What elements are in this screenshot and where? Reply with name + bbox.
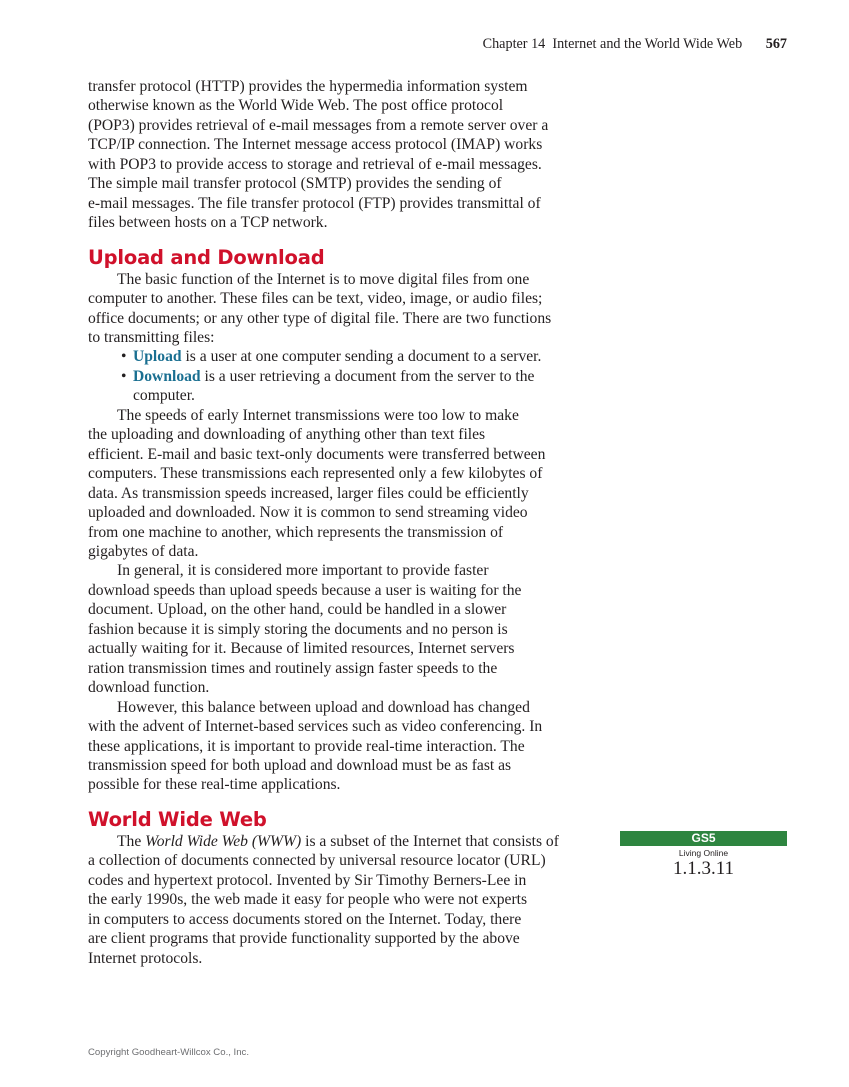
text-line: transmission speed for both upload and download must be as fast as bbox=[88, 756, 512, 774]
text-line: in computers to access documents stored on the Internet. Today, there bbox=[88, 910, 522, 928]
upload-paragraph-3 bbox=[88, 561, 598, 697]
text-line: Internet protocols. bbox=[88, 949, 203, 967]
text-line: fashion because it is simply storing the documents and no person is bbox=[88, 620, 508, 638]
text-line: actually waiting for it. Because of limited resources, Internet servers bbox=[88, 640, 515, 658]
section-heading-world-wide-web: World Wide Web bbox=[88, 807, 267, 831]
bullet-icon: • bbox=[121, 367, 127, 385]
text-line: In general, it is considered more important to provide faster bbox=[117, 562, 489, 580]
text-line: possible for these real-time applications. bbox=[88, 776, 341, 794]
bullet-icon: • bbox=[121, 348, 127, 366]
chapter-title: Chapter 14 Internet and the World Wide Web bbox=[482, 36, 743, 52]
text-line: gigabytes of data. bbox=[88, 542, 199, 560]
text-line: are client programs that provide functionality supported by the above bbox=[88, 930, 520, 948]
upload-paragraph-1 bbox=[88, 270, 598, 348]
text-line: computer to another. These files can be text, video, image, or audio files; bbox=[88, 290, 543, 308]
intro-paragraph bbox=[88, 77, 598, 233]
text-line: efficient. E-mail and basic text-only documents were transferred between bbox=[88, 445, 546, 463]
main-column bbox=[88, 77, 598, 968]
page-number: 567 bbox=[765, 36, 787, 52]
text-line: codes and hypertext protocol. Invented by Sir Timothy Berners-Lee in bbox=[88, 871, 527, 889]
text-line: (POP3) provides retrieval of e-mail messages from a remote server over a bbox=[88, 116, 549, 134]
text-fragment: The bbox=[117, 832, 146, 850]
term-world-wide-web: World Wide Web (WWW) bbox=[145, 832, 302, 850]
text-line: download function. bbox=[88, 679, 210, 697]
term-download: Download bbox=[133, 367, 201, 385]
standard-code: 1.1.3.11 bbox=[672, 858, 735, 879]
text-line: uploaded and downloaded. Now it is common to send streaming video bbox=[88, 504, 528, 522]
text-line: e-mail messages. The file transfer protocol (FTP) provides transmittal of bbox=[88, 194, 541, 212]
text-line: a collection of documents connected by universal resource locator (URL) bbox=[88, 852, 546, 870]
text-line: the early 1990s, the web made it easy for people who were not experts bbox=[88, 891, 528, 909]
standard-caption: Living Online bbox=[678, 848, 729, 858]
transfer-functions-list bbox=[88, 347, 598, 405]
text-line: with the advent of Internet-based services such as video conferencing. In bbox=[88, 718, 543, 736]
text-line: data. As transmission speeds increased, larger files could be efficiently bbox=[88, 484, 529, 502]
text-line: TCP/IP connection. The Internet message access protocol (IMAP) works bbox=[88, 136, 543, 154]
text-line: computers. These transmissions each represented only a few kilobytes of bbox=[88, 465, 543, 483]
text-line: with POP3 to provide access to storage and retrieval of e-mail messages. bbox=[88, 155, 542, 173]
definition-text: is a user retrieving a document from the server to the bbox=[200, 367, 535, 385]
text-line: The speeds of early Internet transmissions were too low to make bbox=[117, 406, 519, 424]
text-line: office documents; or any other type of digital file. There are two functions bbox=[88, 309, 552, 327]
text-line: from one machine to another, which represents the transmission of bbox=[88, 523, 504, 541]
text-line: document. Upload, on the other hand, could be handled in a slower bbox=[88, 601, 507, 619]
text-line: these applications, it is important to provide real-time interaction. The bbox=[88, 737, 525, 755]
upload-paragraph-4 bbox=[88, 698, 598, 795]
text-line: to transmitting files: bbox=[88, 328, 215, 346]
text-line: ration transmission times and routinely assign faster speeds to the bbox=[88, 659, 498, 677]
running-header bbox=[483, 36, 787, 53]
section-heading-upload-download: Upload and Download bbox=[88, 245, 325, 269]
text-fragment: is a subset of the Internet that consists of bbox=[301, 832, 559, 850]
text-line: download speeds than upload speeds because a user is waiting for the bbox=[88, 581, 522, 599]
text-line: However, this balance between upload and download has changed bbox=[117, 698, 530, 716]
definition-text: is a user at one computer sending a document to a server. bbox=[181, 348, 542, 366]
text-line: The simple mail transfer protocol (SMTP) provides the sending of bbox=[88, 175, 502, 193]
list-item-upload bbox=[121, 347, 598, 366]
definition-text: computer. bbox=[133, 387, 195, 405]
standards-margin-note bbox=[620, 831, 787, 879]
list-item-download bbox=[121, 367, 598, 406]
text-line: files between hosts on a TCP network. bbox=[88, 214, 328, 232]
term-upload: Upload bbox=[133, 348, 182, 366]
text-line: The basic function of the Internet is to move digital files from one bbox=[117, 270, 530, 288]
text-line: the uploading and downloading of anything other than text files bbox=[88, 426, 486, 444]
gs5-badge: GS5 bbox=[620, 831, 787, 846]
text-line: otherwise known as the World Wide Web. The post office protocol bbox=[88, 97, 504, 115]
text-line: transfer protocol (HTTP) provides the hypermedia information system bbox=[88, 78, 528, 95]
upload-paragraph-2 bbox=[88, 406, 598, 562]
www-paragraph bbox=[88, 832, 598, 968]
copyright-footer: Copyright Goodheart-Willcox Co., Inc. bbox=[88, 1047, 250, 1058]
